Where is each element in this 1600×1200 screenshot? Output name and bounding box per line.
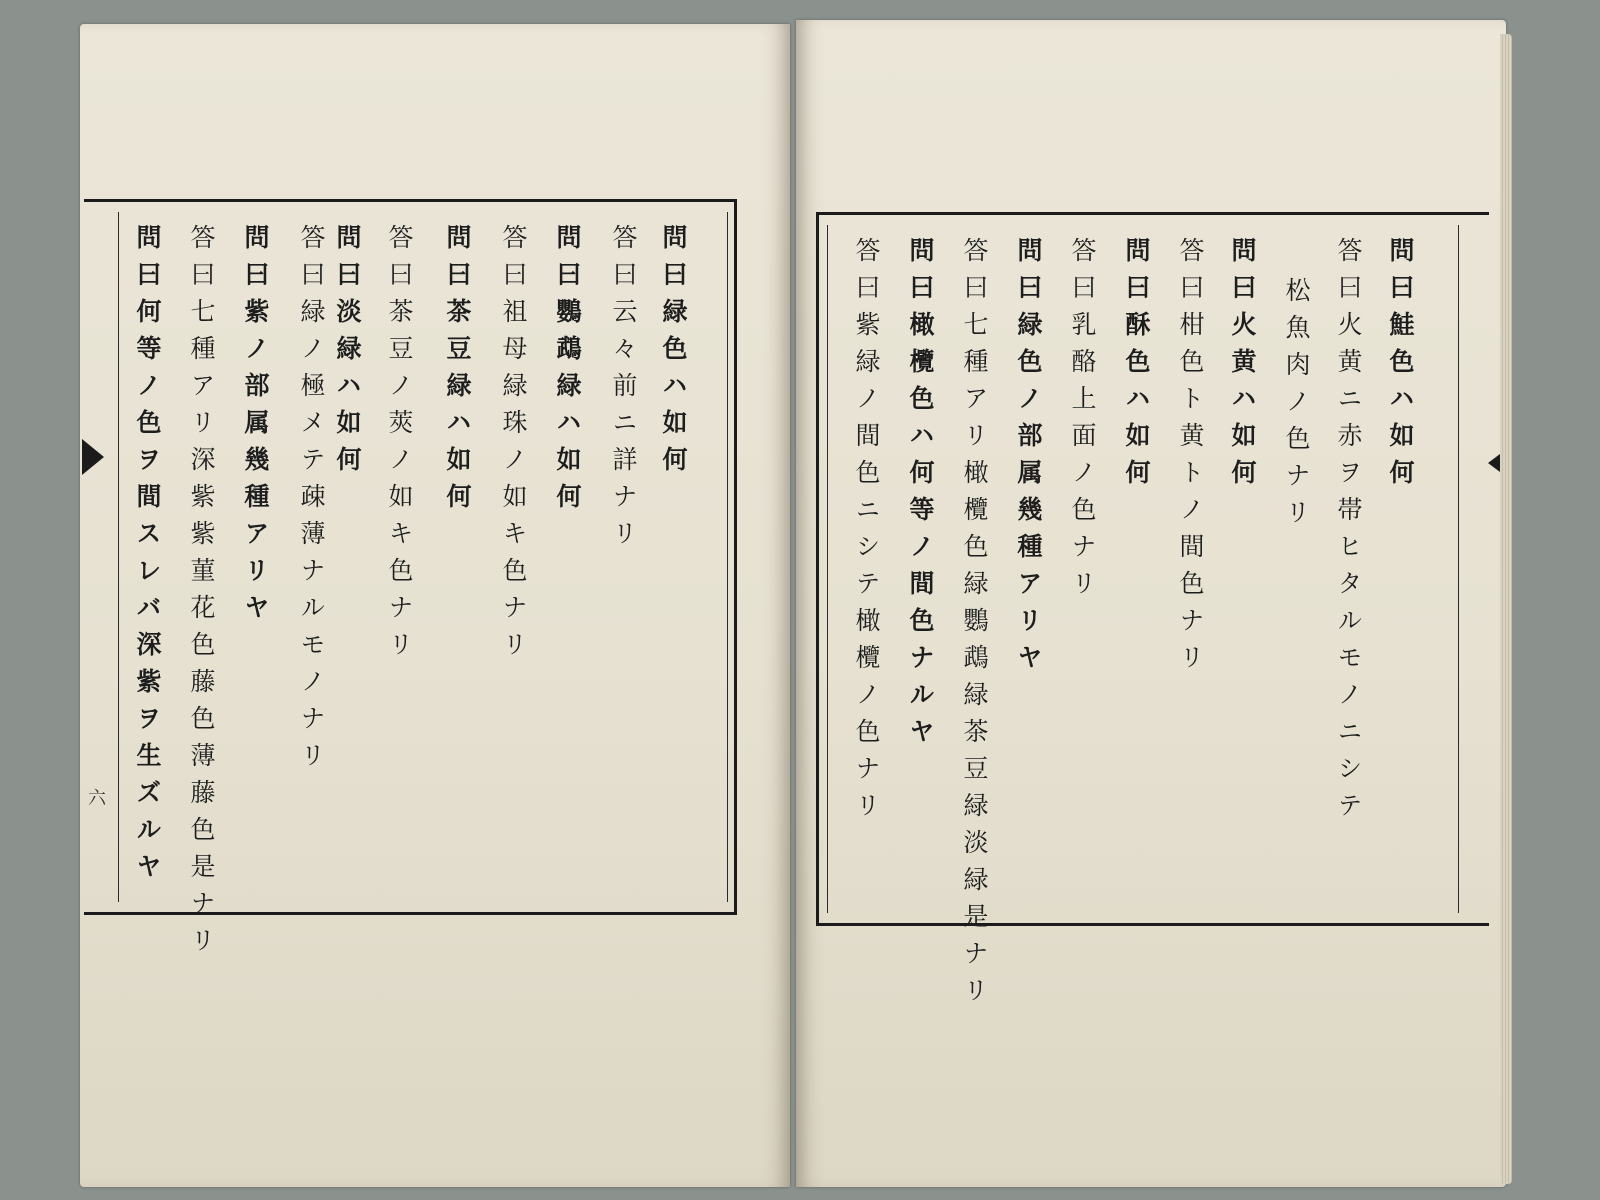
frame-rule — [118, 212, 119, 902]
left-page — [80, 24, 790, 1187]
text-column: 松魚肉ノ色ナリ — [1282, 277, 1311, 536]
text-column: 問曰酥色ハ如何 — [1122, 237, 1151, 496]
text-column: 答曰緑ノ極メテ疎薄ナルモノナリ — [297, 224, 326, 779]
text-column: 問曰火黄ハ如何 — [1228, 237, 1257, 496]
text-frame — [84, 199, 737, 964]
text-column: 問曰橄欖色ハ何等ノ間色ナルヤ — [906, 237, 935, 755]
text-column: 答曰七種アリ深紫紫菫花色藤色薄藤色是ナリ — [187, 224, 216, 964]
text-column: 問曰茶豆緑ハ如何 — [443, 224, 472, 520]
text-column: 問曰緑色ノ部属幾種アリヤ — [1014, 237, 1043, 681]
frame-rule — [827, 225, 828, 913]
text-column: 問曰紫ノ部属幾種アリヤ — [241, 224, 270, 631]
frame-rule — [727, 212, 728, 902]
text-column: 問曰何等ノ色ヲ間スレバ深紫ヲ生ズルヤ — [133, 224, 162, 890]
text-column: 問曰鮭色ハ如何 — [1386, 237, 1415, 496]
text-column: 答曰紫緑ノ間色ニシテ橄欖ノ色ナリ — [852, 237, 881, 829]
text-column: 答曰茶豆ノ莢ノ如キ色ナリ — [385, 224, 414, 668]
text-column: 答曰七種アリ橄欖色緑鸚鵡緑茶豆緑淡緑是ナリ — [960, 237, 989, 1014]
open-book — [80, 12, 1510, 1187]
page-edges — [1500, 34, 1512, 1184]
text-column: 問曰鸚鵡緑ハ如何 — [553, 224, 582, 520]
right-page — [796, 20, 1506, 1187]
text-frame — [816, 212, 1489, 1014]
text-column: 答曰乳酪上面ノ色ナリ — [1068, 237, 1097, 607]
text-column: 答曰柑色ト黄トノ間色ナリ — [1176, 237, 1205, 681]
page-number: 六 — [88, 788, 106, 809]
text-column: 問曰淡緑ハ如何 — [333, 224, 362, 483]
text-column: 答曰祖母緑珠ノ如キ色ナリ — [499, 224, 528, 668]
frame-rule — [1458, 225, 1459, 913]
text-column: 答曰云々前ニ詳ナリ — [609, 224, 638, 557]
text-column: 問曰緑色ハ如何 — [659, 224, 688, 483]
text-column: 答曰火黄ニ赤ヲ帯ヒタルモノニシテ — [1334, 237, 1363, 829]
